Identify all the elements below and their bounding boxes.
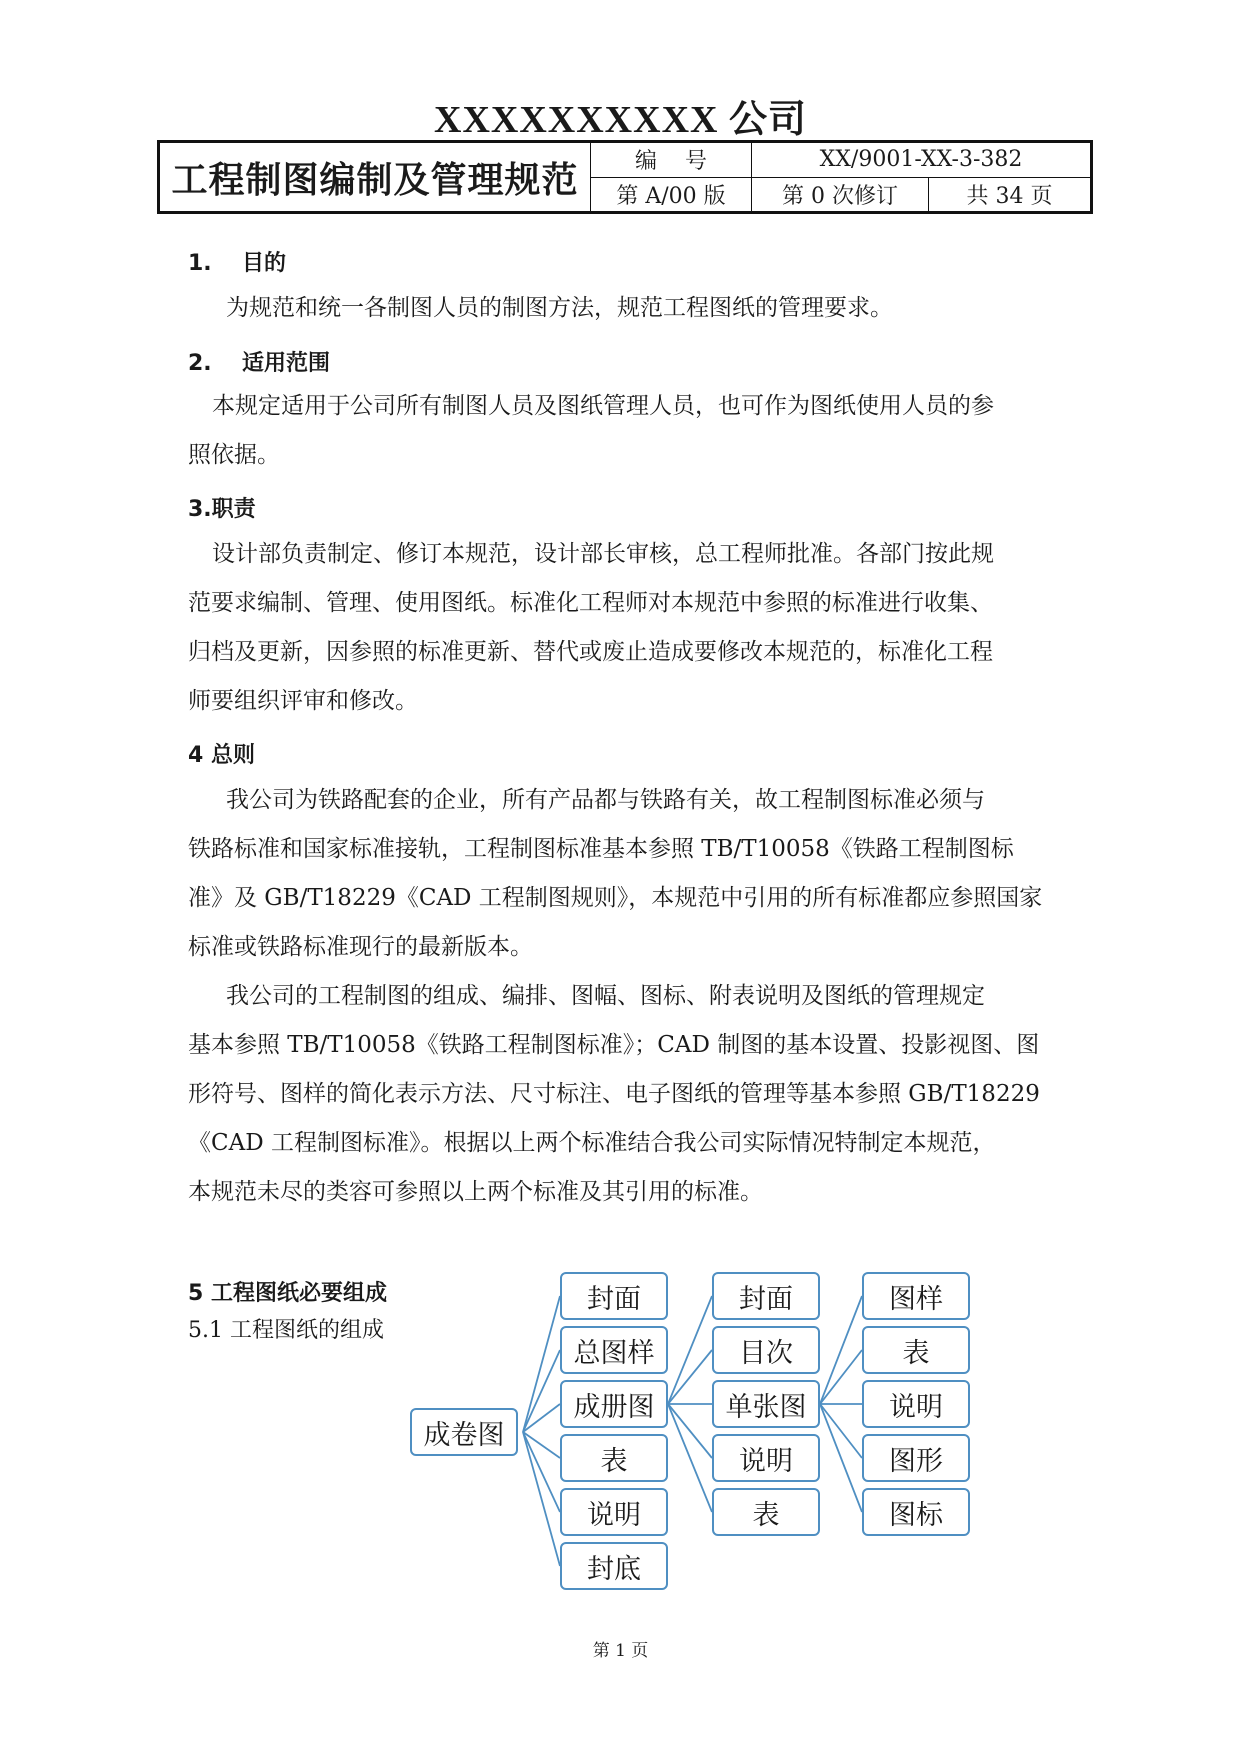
section-3-heading: 3.职责 [188, 497, 256, 522]
section-3-line-2: 范要求编制、管理、使用图纸。标准化工程师对本规范中参照的标准进行收集、 [188, 590, 993, 616]
company-name: XXXXXXXXXX 公司 [434, 99, 807, 141]
section-2-line-2: 照依据。 [188, 442, 280, 468]
connector-l1-1 [668, 1296, 712, 1404]
level3-node-4: 图形 [862, 1434, 970, 1482]
connector-l1-2 [668, 1350, 712, 1404]
section-1-text: 为规范和统一各制图人员的制图方法，规范工程图纸的管理要求。 [226, 295, 893, 321]
section-3-line-4: 师要组织评审和修改。 [188, 688, 418, 714]
level3-node-1: 图样 [862, 1272, 970, 1320]
section-4-p2-line-2: 基本参照 TB/T10058《铁路工程制图标准》；CAD 制图的基本设置、投影视图、图 [188, 1032, 1040, 1058]
page-footer: 第 1 页 [592, 1641, 649, 1661]
section-4-p1-line-3: 准》及 GB/T18229《CAD 工程制图规则》，本规范中引用的所有标准都应参照国家 [188, 885, 1043, 911]
code-label: 编 号 [591, 142, 752, 178]
section-4-p1-line-2: 铁路标准和国家标准接轨，工程制图标准基本参照 TB/T10058《铁路工程制图标 [188, 836, 1014, 862]
level3-node-5: 图标 [862, 1488, 970, 1536]
section-3-line-1: 设计部负责制定、修订本规范，设计部长审核，总工程师批准。各部门按此规 [212, 541, 994, 567]
section-4-p1-line-1: 我公司为铁路配套的企业，所有产品都与铁路有关，故工程制图标准必须与 [226, 787, 985, 813]
level2-node-2: 目次 [712, 1326, 820, 1374]
section-2-title: 适用范围 [242, 351, 331, 376]
level1-node-1: 封面 [560, 1272, 668, 1320]
level2-node-4: 说明 [712, 1434, 820, 1482]
connector-l2-4 [820, 1404, 862, 1458]
root-node: 成卷图 [410, 1408, 518, 1456]
section-2-number: 2. [188, 351, 212, 376]
connector-l1-5 [668, 1404, 712, 1512]
section-1-number: 1. [188, 251, 212, 276]
section-4-p1-line-4: 标准或铁路标准现行的最新版本。 [188, 934, 533, 960]
revision-cell: 第 0 次修订 [752, 177, 929, 213]
level1-node-3: 成册图 [560, 1380, 668, 1428]
level3-node-3: 说明 [862, 1380, 970, 1428]
level2-node-3: 单张图 [712, 1380, 820, 1428]
code-value: XX/9001-XX-3-382 [752, 142, 1092, 178]
level1-node-4: 表 [560, 1434, 668, 1482]
section-5-heading: 5 工程图纸必要组成 [188, 1281, 387, 1306]
connector-l1-4 [668, 1404, 712, 1458]
section-3-line-3: 归档及更新，因参照的标准更新、替代或废止造成要修改本规范的，标准化工程 [188, 639, 993, 665]
connector-l2-5 [820, 1404, 862, 1512]
document-title: 工程制图编制及管理规范 [159, 142, 591, 213]
section-4-p2-line-3: 形符号、图样的简化表示方法、尺寸标注、电子图纸的管理等基本参照 GB/T18229 [188, 1081, 1040, 1107]
page-count-cell: 共 34 页 [929, 177, 1092, 213]
connector-l2-2 [820, 1350, 862, 1404]
version-cell: 第 A/00 版 [591, 177, 752, 213]
level3-node-2: 表 [862, 1326, 970, 1374]
section-4-p2-line-1: 我公司的工程制图的组成、编排、图幅、图标、附表说明及图纸的管理规定 [226, 983, 985, 1009]
section-4-p2-line-5: 本规范未尽的类容可参照以上两个标准及其引用的标准。 [188, 1179, 763, 1205]
level1-node-2: 总图样 [560, 1326, 668, 1374]
section-5-1-heading: 5.1 工程图纸的组成 [188, 1318, 384, 1343]
level1-node-6: 封底 [560, 1542, 668, 1590]
level1-node-5: 说明 [560, 1488, 668, 1536]
section-1-title: 目的 [242, 251, 287, 276]
section-2-line-1: 本规定适用于公司所有制图人员及图纸管理人员，也可作为图纸使用人员的参 [212, 393, 994, 419]
section-4-p2-line-4: 《CAD 工程制图标准》。根据以上两个标准结合我公司实际情况特制定本规范， [188, 1130, 996, 1156]
level2-node-5: 表 [712, 1488, 820, 1536]
level2-node-1: 封面 [712, 1272, 820, 1320]
connector-l2-1 [820, 1296, 862, 1404]
section-4-heading: 4 总则 [188, 743, 255, 768]
